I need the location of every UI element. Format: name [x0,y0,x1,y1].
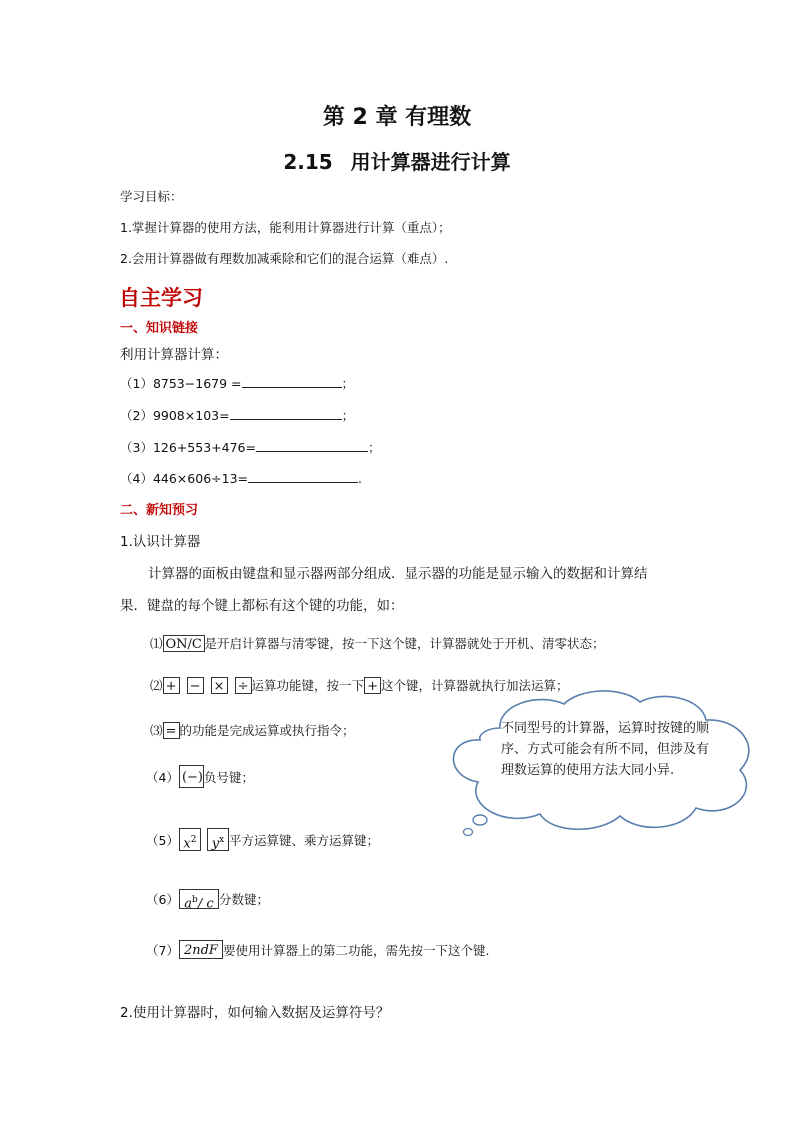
part2-sub1: 1.认识计算器 [120,534,201,550]
problem-1-end: ； [341,376,355,391]
section-number: 2.15 [283,150,333,174]
square-key [179,828,201,851]
plus-key-inline: + [364,677,381,694]
key-item-3-num: ⑶ [150,723,163,738]
part2-sub2: 2.使用计算器时，如何输入数据及运算符号？ [120,1005,390,1021]
minus-key: − [187,677,204,694]
problem-2-label: （2）9908×103= [120,408,230,423]
key-item-2-text-a: 运算功能键，按一下 [251,678,365,693]
answer-blank-1[interactable] [242,374,342,388]
part1-heading: 一、知识链接 [120,321,199,336]
key-item-5 [146,828,379,851]
second-function-key [179,940,223,959]
key-item-1 [150,634,605,652]
key-item-4-num: （4） [146,769,179,785]
key-item-5-text: 平方运算键、乘方运算键； [228,832,379,848]
key-item-4-text: 负号键； [203,769,254,785]
key-item-7-text: 要使用计算器上的第二功能，需先按一下这个键. [222,942,490,958]
part2-heading: 二、新知预习 [120,503,199,518]
problem-2-end: ； [341,408,355,423]
equals-key: = [163,722,180,739]
answer-blank-3[interactable] [256,438,368,452]
problem-3 [120,438,380,456]
part2-para-line2: 果．键盘的每个键上都标有这个键的功能，如： [120,598,404,614]
key-item-7-num: （7） [146,942,179,958]
divide-key: ÷ [235,677,252,694]
problem-2 [120,406,354,424]
fraction-key-a: a [184,896,193,912]
key-item-6 [146,889,269,912]
self-study-heading: 自主学习 [119,286,203,310]
key-item-1-num: ⑴ [150,636,163,651]
on-clear-key: ON/C [163,635,205,652]
answer-blank-4[interactable] [248,469,358,483]
key-item-6-text: 分数键； [218,892,269,907]
section-name: 用计算器进行计算 [350,150,511,174]
answer-blank-2[interactable] [230,406,342,420]
key-item-3-text: 的功能是完成运算或执行指令； [179,723,355,738]
problem-3-end: ； [367,440,381,455]
problem-4-label: （4）446×606÷13= [120,471,248,486]
key-item-5-num: （5） [146,832,179,848]
square-key-exp: 2 [190,835,197,845]
power-key-exp: x [219,835,225,845]
problem-1-label: （1）8753−1679 = [120,376,242,391]
key-item-3 [150,721,355,739]
power-key-base: y [211,836,220,852]
problem-3-label: （3）126+553+476= [120,440,256,455]
problem-4-end: . [358,471,362,486]
key-item-2-text-b: 这个键，计算器就执行加法运算； [381,678,569,693]
key-item-1-text: 是开启计算器与清零键，按一下这个键，计算器就处于开机、清零状态； [204,636,605,651]
fraction-key-c: / c [197,896,214,912]
problem-4 [120,469,362,487]
key-item-6-num: （6） [146,892,179,907]
problem-1 [120,374,354,392]
cloud-note: 不同型号的计算器，运算时按键的顺序、方式可能会有所不同，但涉及有理数运算的使用方法大同小异. [501,721,710,778]
second-function-key-label: 2ndF [183,943,218,958]
objectives-heading: 学习目标： [120,189,183,204]
key-item-2-num: ⑵ [150,678,163,693]
objective-item-2: 2.会用计算器做有理数加减乘除和它们的混合运算（难点）. [120,251,449,266]
fraction-key [179,889,219,912]
key-item-7 [146,940,489,959]
key-item-4 [146,765,254,788]
power-key [207,828,229,851]
part1-intro: 利用计算器计算： [120,347,228,363]
plus-key: + [163,677,180,694]
negative-key: (−) [179,765,204,788]
part2-para-line1: 计算器的面板由键盘和显示器两部分组成．显示器的功能是显示输入的数据和计算结 [148,566,648,582]
chapter-title: 第 2 章 有理数 [322,105,472,130]
section-title [0,146,794,175]
multiply-key: × [211,677,228,694]
square-key-base: x [183,836,191,852]
fraction-key-b: b [192,895,198,905]
objective-item-1: 1.掌握计算器的使用方法，能利用计算器进行计算（重点）； [120,220,451,235]
